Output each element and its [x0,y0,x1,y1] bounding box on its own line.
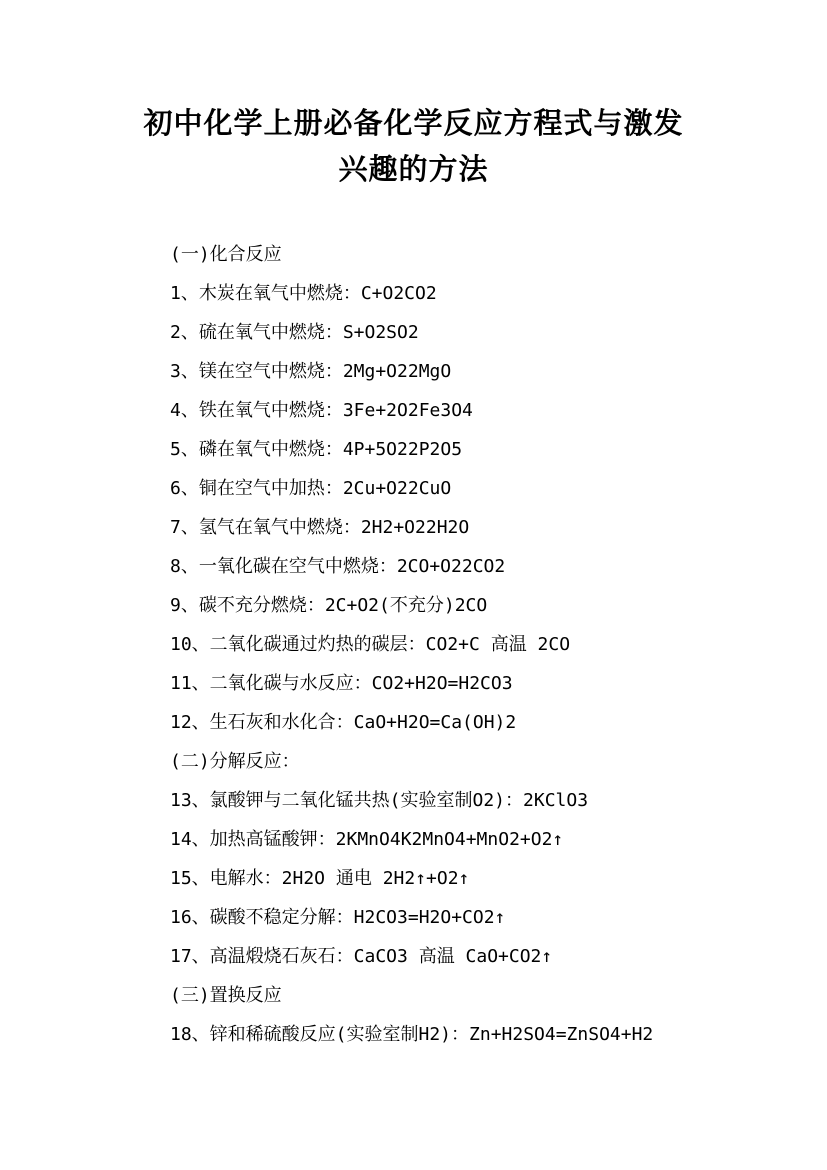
equation-line: 10、二氧化碳通过灼热的碳层：CO2+C 高温 2CO [170,634,571,655]
equation-line: 17、高温煅烧石灰石：CaCO3 高温 CaO+CO2↑ [170,946,553,967]
equation-line: 13、氯酸钾与二氧化锰共热(实验室制O2)：2KClO3 [170,790,589,811]
equation-line: 16、碳酸不稳定分解：H2CO3=H2O+CO2↑ [170,907,506,928]
equation-line: 15、电解水：2H2O 通电 2H2↑+O2↑ [170,868,470,889]
equation-line: 2、硫在氧气中燃烧：S+O2SO2 [170,322,419,343]
equation-line: 6、铜在空气中加热：2Cu+O22CuO [170,478,452,499]
equation-line: 8、一氧化碳在空气中燃烧：2CO+O22CO2 [170,556,506,577]
title-line-1: 初中化学上册必备化学反应方程式与激发 [143,106,684,140]
section-heading-decomposition: (二)分解反应： [170,751,300,772]
equation-line: 9、碳不充分燃烧：2C+O2(不充分)2CO [170,595,488,616]
equation-line: 5、磷在氧气中燃烧：4P+5O22P2O5 [170,439,463,460]
equation-line: 12、生石灰和水化合：CaO+H2O=Ca(OH)2 [170,712,517,733]
document-title [0,100,827,192]
section-heading-combination: (一)化合反应 [170,244,282,265]
equation-line: 11、二氧化碳与水反应：CO2+H2O=H2CO3 [170,673,513,694]
section-heading-displacement: (三)置换反应 [170,985,282,1006]
title-line-2: 兴趣的方法 [338,152,489,186]
equation-line: 4、铁在氧气中燃烧：3Fe+2O2Fe3O4 [170,400,473,421]
equation-line: 7、氢气在氧气中燃烧：2H2+O22H2O [170,517,470,538]
equation-line: 18、锌和稀硫酸反应(实验室制H2)：Zn+H2SO4=ZnSO4+H2 [170,1024,654,1045]
document-body [170,235,810,1054]
equation-line: 1、木炭在氧气中燃烧：C+O2CO2 [170,283,437,304]
equation-line: 3、镁在空气中燃烧：2Mg+O22MgO [170,361,452,382]
equation-line: 14、加热高锰酸钾：2KMnO4K2MnO4+MnO2+O2↑ [170,829,564,850]
